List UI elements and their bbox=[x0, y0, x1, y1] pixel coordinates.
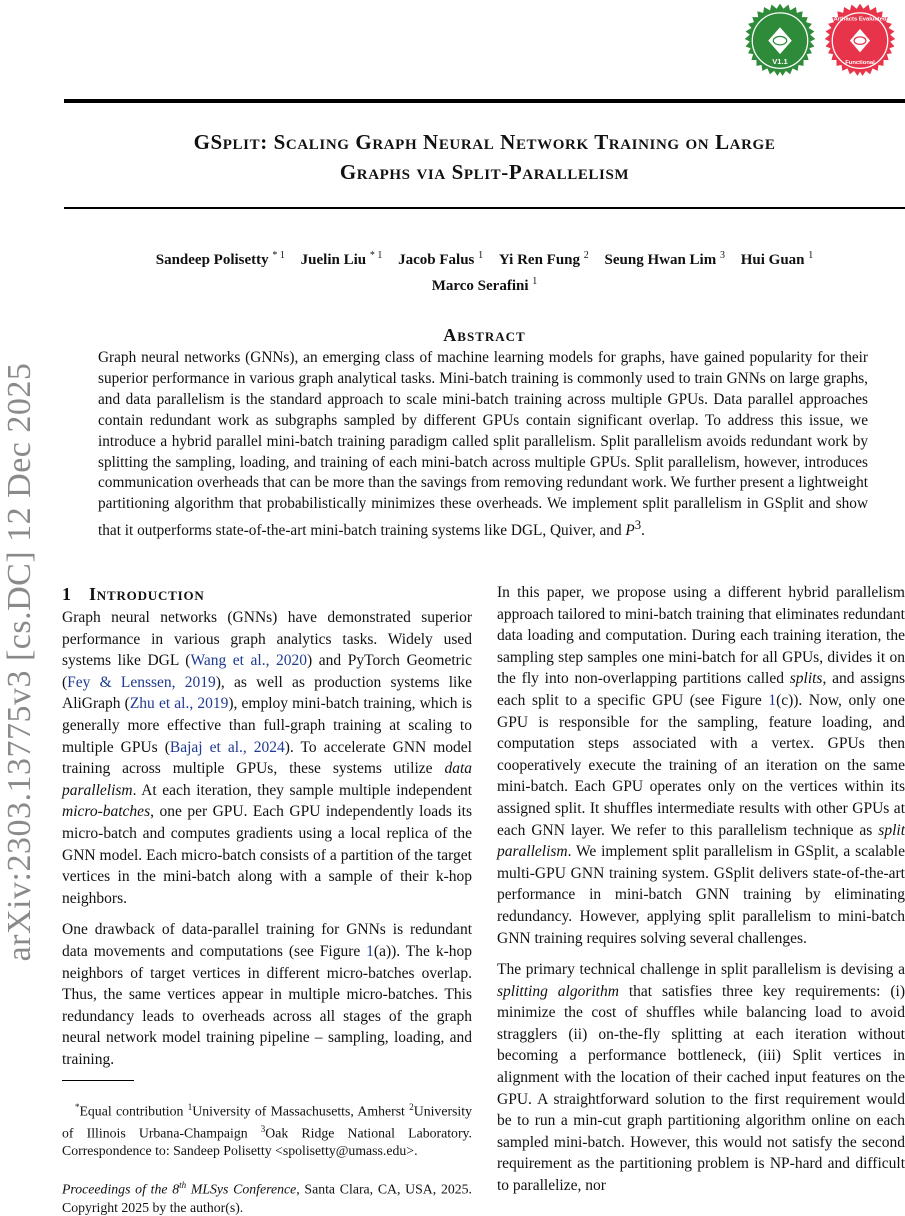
artifacts-available-badge bbox=[738, 2, 822, 86]
abstract-heading: Abstract bbox=[443, 325, 526, 345]
left-column bbox=[62, 582, 472, 1216]
abstract-body: Graph neural networks (GNNs), an emerging class of machine learning models for graphs, have gained popularity for their superior performance in various graph analytical tasks. Mini-batch training is commonly used to train GNNs on large graphs, and data parallelism is the standard approach to scale mini-batch training across multiple GPUs. Data parallel approaches contain redundant work as subgraphs sampled by different GPUs contain significant overlap. To address this issue, we introduce a hybrid parallel mini-batch training paradigm called split parallelism. Split parallelism avoids redundant work by splitting the sampling, loading, and training of each mini-batch across multiple GPUs. Split parallelism, however, introduces communication overheads that can be more than the savings from removing redundant work. We further present a lightweight partitioning algorithm that probabilistically minimizes these overheads. We implement split parallelism in GSplit and show that it outperforms state-of-the-art mini-batch training systems like DGL, Quiver, and $P^3$. bbox=[98, 349, 868, 540]
author: Hui Guan $^1$ bbox=[740, 250, 814, 268]
section-heading-introduction: 1 Introduction bbox=[62, 584, 205, 604]
acm-badge-green-icon bbox=[738, 2, 822, 86]
intro-paragraph-1: Graph neural networks (GNNs) have demonstrated superior performance in various graph analytics tasks. Widely used systems like DGL (Wang et al., 2020) and PyTorch Geometric (Fey & Lenssen, 2019), as well as production systems like AliGraph (Zhu et al., 2019), employ mini-batch training, which is generally more effective than full-graph training at scaling to multiple GPUs (Bajaj et al., 2024). To accelerate GNN model training across multiple GPUs, these systems utilize data parallelism. At each iteration, they sample multiple independent micro-batches, one per GPU. Each GPU independently loads its micro-batch and computes gradients using a local replica of the GNN model. Each micro-batch consists of a partition of the target vertices in the mini-batch along with a sample of their k-hop neighbors. bbox=[62, 609, 472, 907]
title-line-1: GSplit: Scaling Graph Neural Network Training on Large bbox=[193, 130, 776, 154]
paper-title bbox=[64, 127, 905, 187]
intro-paragraph-4: The primary technical challenge in split parallelism is devising a splitting algorithm that satisfies three key requirements: (i) minimize the cost of shuffles while balancing load to avoid stragglers (ii) on-the-fly splitting at each iteration without becoming a performance bottleneck, (iii) Split vertices in alignment with the location of their cached input features on the GPU. A straightforward solution to the first requirement would be to run a min-cut graph partitioning algorithm online on each sampled mini-batch. However, this would not satisfy the second requirement as the partitioning problem is NP-hard and difficult to parallelize, nor bbox=[497, 961, 905, 1195]
intro-paragraph-2: One drawback of data-parallel training for GNNs is redundant data movements and computations (see Figure 1(a)). The k-hop neighbors of target vertices in different micro-batches overlap. Thus, the same vertices appear in multiple micro-batches. This redundancy leads to overheads across all stages of the graph neural network model training pipeline – sampling, loading, and training. bbox=[62, 921, 472, 1068]
svg-text:Artifacts Evaluated: Artifacts Evaluated bbox=[833, 16, 887, 23]
arxiv-identifier-stamp: arXiv:2303.13775v3 [cs.DC] 12 Dec 2025 bbox=[1, 362, 38, 962]
author-list bbox=[64, 245, 905, 297]
svg-text:V1.1: V1.1 bbox=[772, 57, 788, 67]
citation-link[interactable]: Wang et al., 2020 bbox=[190, 652, 308, 670]
figure-reference-link[interactable]: 1 bbox=[768, 691, 777, 709]
title-bottom-rule bbox=[64, 207, 905, 209]
author: Yi Ren Fung $^2$ bbox=[498, 250, 589, 268]
citation-link[interactable]: Zhu et al., 2019 bbox=[129, 695, 229, 713]
author: Seung Hwan Lim $^3$ bbox=[604, 250, 725, 268]
right-column bbox=[497, 582, 905, 1207]
artifacts-evaluated-badge bbox=[818, 2, 902, 86]
affiliation-footnote: *Equal contribution $^1$University of Massachusetts, Amherst $^2$University of Illinois Urbana-Champaign $^3$Oak Ridge National Laboratory. Correspondence to: Sandeep Polisetty <spolisetty@umass.edu>. bbox=[62, 1102, 472, 1158]
svg-text:Functional: Functional bbox=[845, 60, 875, 67]
title-line-2: Graphs via Split-Parallelism bbox=[339, 160, 630, 184]
intro-paragraph-3: In this paper, we propose using a different hybrid parallelism approach tailored to mini-batch training that eliminates redundant data loading and computation. During each training iteration, the sampling step samples one mini-batch for all GPUs, divides it on the fly into non-overlapping partitions called splits, and assigns each split to a specific GPU (see Figure 1(c)). Now, only one GPU is responsible for the sampling, feature loading, and computation steps associated with a vertex. GPUs then cooperatively execute the training of an iteration on the same mini-batch. Each GPU operates only on the vertices within its assigned split. It shuffles intermediate results with other GPUs at each GNN layer. We refer to this parallelism technique as split parallelism. We implement split parallelism in GSplit, a scalable multi-GPU GNN training system. GSplit delivers state-of-the-art performance in mini-batch GNN training by eliminating redundancy. However, applying split parallelism to mini-batch GNN training requires solving several challenges. bbox=[497, 584, 905, 947]
title-top-rule bbox=[64, 99, 905, 103]
figure-reference-link[interactable]: 1 bbox=[366, 942, 374, 960]
footnote-rule bbox=[62, 1080, 134, 1081]
author: Jacob Falus $^1$ bbox=[398, 250, 484, 268]
citation-link[interactable]: Bajaj et al., 2024 bbox=[169, 738, 285, 756]
acm-badge-red-icon bbox=[818, 2, 902, 86]
author: Sandeep Polisetty $^{* 1}$ bbox=[155, 250, 285, 268]
citation-link[interactable]: Fey & Lenssen, 2019 bbox=[67, 673, 216, 691]
author: Juelin Liu $^{* 1}$ bbox=[300, 250, 383, 268]
author: Marco Serafini $^1$ bbox=[431, 276, 538, 294]
proceedings-note: Proceedings of the 8th MLSys Conference, Santa Clara, CA, USA, 2025. Copyright 2025 by the author(s). bbox=[62, 1180, 472, 1215]
